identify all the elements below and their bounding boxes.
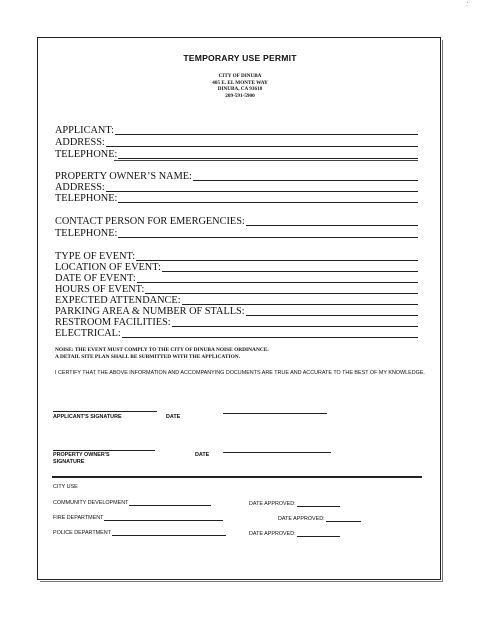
emergency-telephone-line[interactable] <box>118 237 418 238</box>
city-name: CITY OF DINUBA <box>218 73 262 79</box>
owner-name-label: PROPERTY OWNER’S NAME: <box>55 171 192 182</box>
community-development-line[interactable] <box>129 505 211 506</box>
certification-statement: I CERTIFY THAT THE ABOVE INFORMATION AND ACCOMPANYING DOCUMENTS ARE TRUE AND ACCURATE TO THE BEST OF MY KNOWLEDGE. <box>55 370 425 376</box>
applicant-address-line-2[interactable] <box>114 160 418 161</box>
emergency-telephone-field[interactable] <box>55 227 418 239</box>
event-type-label: TYPE OF EVENT: <box>55 251 136 262</box>
fire-department-label: FIRE DEPARTMENT <box>53 515 104 521</box>
city-address-block <box>190 73 290 99</box>
form-title: TEMPORARY USE PERMIT <box>183 53 297 63</box>
owner-signature-line[interactable] <box>53 450 155 451</box>
fire-department-line[interactable] <box>104 520 223 521</box>
electrical-label: ELECTRICAL: <box>55 328 121 339</box>
fire-department-date-row[interactable] <box>278 516 361 523</box>
community-development-date-label: DATE APPROVED: <box>249 501 296 507</box>
owner-telephone-label: TELEPHONE: <box>55 193 118 204</box>
emergency-contact-label: CONTACT PERSON FOR EMERGENCIES: <box>55 216 245 227</box>
owner-telephone-field[interactable] <box>55 192 418 204</box>
parking-area-label: PARKING AREA & NUMBER OF STALLS: <box>55 306 245 317</box>
applicant-label: APPLICANT: <box>55 125 114 136</box>
community-development-date-row[interactable] <box>249 501 340 508</box>
owner-telephone-line[interactable] <box>118 202 418 203</box>
applicant-date-label: DATE <box>166 414 181 420</box>
emergency-contact-field[interactable] <box>55 215 418 227</box>
police-department-date-line[interactable] <box>297 536 340 537</box>
owner-signature-label-2: SIGNATURE <box>53 459 85 465</box>
police-department-label: POLICE DEPARTMENT <box>53 530 111 536</box>
emergency-contact-line[interactable] <box>246 225 418 226</box>
noise-notice: NOISE: THE EVENT MUST COMPLY TO THE CITY OF DINUBA NOISE ORDINANCE. <box>55 347 269 353</box>
applicant-telephone-line[interactable] <box>118 158 418 159</box>
fire-department-row[interactable] <box>53 515 223 522</box>
owner-signature-label-1: PROPERTY OWNER'S <box>53 452 110 458</box>
form-border-shadow-bottom <box>40 581 443 582</box>
applicant-signature-label: APPLICANT'S SIGNATURE <box>53 414 122 420</box>
scan-mark: .' <box>465 1 470 9</box>
electrical-line[interactable] <box>122 337 418 338</box>
fire-department-date-line[interactable] <box>326 521 361 522</box>
fire-department-date-label: DATE APPROVED: <box>278 516 325 522</box>
form-border-shadow-right <box>442 40 443 582</box>
city-use-divider <box>52 476 422 478</box>
applicant-address-label: ADDRESS: <box>55 137 105 148</box>
applicant-line[interactable] <box>115 134 418 135</box>
applicant-address-field[interactable] <box>55 136 418 148</box>
police-department-date-row[interactable] <box>249 531 340 538</box>
city-state-zip: DINUBA, CA 93618 <box>217 86 263 93</box>
electrical-field[interactable] <box>55 327 418 339</box>
emergency-telephone-label: TELEPHONE: <box>55 228 118 239</box>
applicant-telephone-label: TELEPHONE: <box>55 149 118 160</box>
city-use-heading: CITY USE <box>53 484 78 490</box>
event-date-label: DATE OF EVENT: <box>55 273 136 284</box>
owner-address-label: ADDRESS: <box>55 182 105 193</box>
community-development-date-line[interactable] <box>297 506 340 507</box>
police-department-line[interactable] <box>112 535 226 536</box>
community-development-label: COMMUNITY DEVELOPMENT <box>53 500 129 506</box>
applicant-field[interactable] <box>55 124 418 136</box>
applicant-date-line[interactable] <box>223 413 327 414</box>
owner-date-line[interactable] <box>223 452 331 453</box>
community-development-row[interactable] <box>53 500 211 507</box>
restroom-facilities-label: RESTROOM FACILITIES: <box>55 317 171 328</box>
applicant-address-line[interactable] <box>106 146 418 147</box>
site-plan-notice: A DETAIL SITE PLAN SHALL BE SUBMITTED WITH THE APPLICATION. <box>55 354 241 360</box>
event-hours-label: HOURS OF EVENT: <box>55 284 145 295</box>
owner-date-label: DATE <box>195 452 210 458</box>
event-location-label: LOCATION OF EVENT: <box>55 262 161 273</box>
police-department-date-label: DATE APPROVED: <box>249 531 296 537</box>
police-department-row[interactable] <box>53 530 226 537</box>
applicant-signature-line[interactable] <box>53 411 157 412</box>
expected-attendance-label: EXPECTED ATTENDANCE: <box>55 295 181 306</box>
applicant-telephone-field[interactable] <box>55 148 418 160</box>
city-street: 405 E. EL MONTE WAY <box>212 79 268 86</box>
city-phone: 209-591-5900 <box>225 92 255 99</box>
